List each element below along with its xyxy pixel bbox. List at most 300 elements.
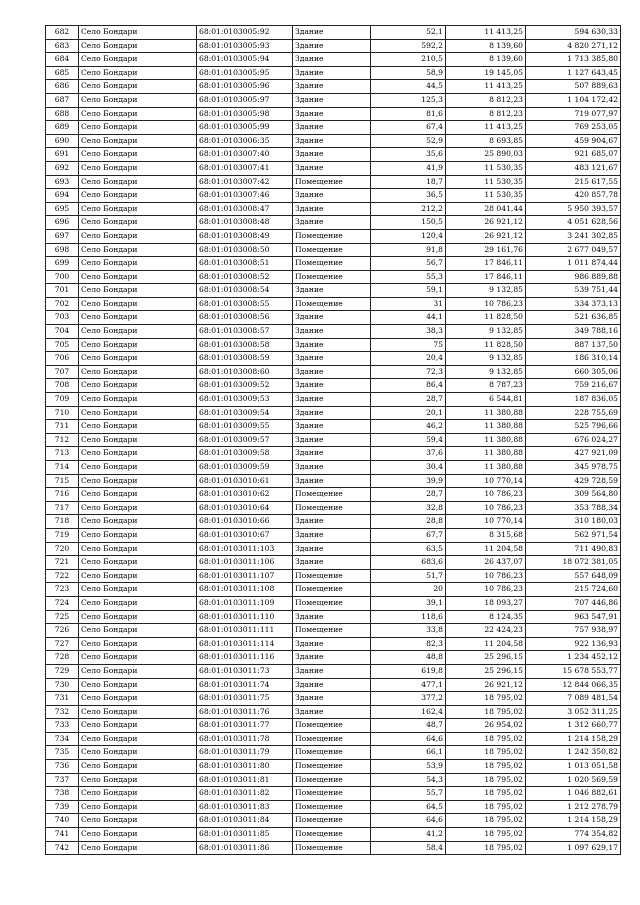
cadastral-value-cell: 2 677 049,57 [526,243,621,257]
area-cell: 38,3 [371,325,446,339]
locality-cell: Село Бондари [79,610,197,624]
table-row [46,216,621,230]
object-type-cell: Здание [293,528,371,542]
locality-cell: Село Бондари [79,175,197,189]
cadastral-value-cell: 427 921,09 [526,447,621,461]
cadastral-number-cell: 68:01:0103005:92 [197,26,293,40]
table-row [46,257,621,271]
unit-value-cell: 18 795,02 [446,773,526,787]
row-number-cell: 705 [46,338,79,352]
cadastral-value-cell: 1 097 629,17 [526,841,621,855]
area-cell: 75 [371,338,446,352]
area-cell: 67,7 [371,528,446,542]
cadastral-value-cell: 310 180,03 [526,515,621,529]
row-number-cell: 702 [46,297,79,311]
table-row [46,352,621,366]
object-type-cell: Помещение [293,501,371,515]
object-type-cell: Здание [293,420,371,434]
unit-value-cell: 11 204,58 [446,637,526,651]
unit-value-cell: 18 795,02 [446,800,526,814]
area-cell: 20,1 [371,406,446,420]
locality-cell: Село Бондари [79,841,197,855]
area-cell: 63,5 [371,542,446,556]
table-row [46,732,621,746]
row-number-cell: 688 [46,107,79,121]
object-type-cell: Здание [293,39,371,53]
area-cell: 20 [371,583,446,597]
unit-value-cell: 28 041,44 [446,202,526,216]
area-cell: 64,6 [371,814,446,828]
area-cell: 48,7 [371,719,446,733]
table-row [46,773,621,787]
object-type-cell: Здание [293,107,371,121]
locality-cell: Село Бондари [79,297,197,311]
cadastral-number-cell: 68:01:0103011:116 [197,651,293,665]
area-cell: 28,7 [371,488,446,502]
area-cell: 86,4 [371,379,446,393]
unit-value-cell: 11 530,35 [446,161,526,175]
unit-value-cell: 8 139,60 [446,39,526,53]
area-cell: 619,8 [371,664,446,678]
cadastral-number-cell: 68:01:0103011:80 [197,760,293,774]
locality-cell: Село Бондари [79,814,197,828]
table-row [46,447,621,461]
unit-value-cell: 25 296,15 [446,651,526,665]
table-row [46,325,621,339]
cadastral-value-cell: 887 137,50 [526,338,621,352]
object-type-cell: Помещение [293,583,371,597]
unit-value-cell: 26 954,02 [446,719,526,733]
row-number-cell: 741 [46,828,79,842]
area-cell: 44,1 [371,311,446,325]
object-type-cell: Здание [293,474,371,488]
row-number-cell: 691 [46,148,79,162]
cadastral-value-cell: 1 104 172,42 [526,93,621,107]
table-row [46,284,621,298]
row-number-cell: 711 [46,420,79,434]
cadastral-value-cell: 769 253,05 [526,121,621,135]
row-number-cell: 695 [46,202,79,216]
row-number-cell: 710 [46,406,79,420]
table-row [46,189,621,203]
area-cell: 53,9 [371,760,446,774]
row-number-cell: 738 [46,787,79,801]
cadastral-number-cell: 68:01:0103011:85 [197,828,293,842]
unit-value-cell: 9 132,85 [446,284,526,298]
cadastral-number-cell: 68:01:0103008:57 [197,325,293,339]
table-row [46,569,621,583]
unit-value-cell: 8 315,68 [446,528,526,542]
locality-cell: Село Бондари [79,257,197,271]
area-cell: 33,8 [371,624,446,638]
row-number-cell: 725 [46,610,79,624]
cadastral-value-cell: 353 788,34 [526,501,621,515]
locality-cell: Село Бондари [79,352,197,366]
row-number-cell: 731 [46,692,79,706]
table-row [46,406,621,420]
table-row [46,800,621,814]
cadastral-value-cell: 676 024,27 [526,433,621,447]
cadastral-number-cell: 68:01:0103011:110 [197,610,293,624]
locality-cell: Село Бондари [79,420,197,434]
unit-value-cell: 17 846,11 [446,257,526,271]
table-row [46,93,621,107]
cadastral-value-cell: 1 234 452,12 [526,651,621,665]
table-row [46,433,621,447]
unit-value-cell: 18 795,02 [446,814,526,828]
object-type-cell: Здание [293,121,371,135]
cadastral-value-cell: 215 617,55 [526,175,621,189]
unit-value-cell: 11 380,88 [446,420,526,434]
row-number-cell: 697 [46,229,79,243]
cadastral-number-cell: 68:01:0103011:84 [197,814,293,828]
row-number-cell: 714 [46,461,79,475]
area-cell: 210,5 [371,53,446,67]
row-number-cell: 736 [46,760,79,774]
object-type-cell: Здание [293,610,371,624]
table-row [46,420,621,434]
locality-cell: Село Бондари [79,556,197,570]
cadastral-value-cell: 334 373,13 [526,297,621,311]
table-row [46,148,621,162]
cadastral-number-cell: 68:01:0103007:42 [197,175,293,189]
object-type-cell: Помещение [293,569,371,583]
object-type-cell: Здание [293,352,371,366]
object-type-cell: Здание [293,66,371,80]
locality-cell: Село Бондари [79,134,197,148]
unit-value-cell: 22 424,23 [446,624,526,638]
unit-value-cell: 26 921,12 [446,216,526,230]
cadastral-number-cell: 68:01:0103011:81 [197,773,293,787]
locality-cell: Село Бондари [79,39,197,53]
area-cell: 30,4 [371,461,446,475]
locality-cell: Село Бондари [79,542,197,556]
table-row [46,583,621,597]
row-number-cell: 735 [46,746,79,760]
row-number-cell: 704 [46,325,79,339]
cadastral-value-cell: 4 820 271,12 [526,39,621,53]
cadastral-number-cell: 68:01:0103005:99 [197,121,293,135]
cadastral-number-cell: 68:01:0103005:93 [197,39,293,53]
area-cell: 51,7 [371,569,446,583]
cadastral-value-table [45,25,621,855]
locality-cell: Село Бондари [79,284,197,298]
row-number-cell: 686 [46,80,79,94]
row-number-cell: 696 [46,216,79,230]
table-row [46,474,621,488]
area-cell: 48,8 [371,651,446,665]
cadastral-value-cell: 711 490,83 [526,542,621,556]
row-number-cell: 739 [46,800,79,814]
table-row [46,393,621,407]
locality-cell: Село Бондари [79,189,197,203]
unit-value-cell: 26 921,12 [446,678,526,692]
cadastral-number-cell: 68:01:0103011:79 [197,746,293,760]
cadastral-value-cell: 187 836,05 [526,393,621,407]
locality-cell: Село Бондари [79,325,197,339]
table-row [46,26,621,40]
row-number-cell: 716 [46,488,79,502]
cadastral-number-cell: 68:01:0103010:66 [197,515,293,529]
row-number-cell: 689 [46,121,79,135]
row-number-cell: 715 [46,474,79,488]
area-cell: 58,4 [371,841,446,855]
cadastral-value-cell: 507 889,63 [526,80,621,94]
cadastral-value-cell: 349 788,16 [526,325,621,339]
table-row [46,338,621,352]
unit-value-cell: 10 770,14 [446,474,526,488]
locality-cell: Село Бондари [79,161,197,175]
row-number-cell: 687 [46,93,79,107]
area-cell: 32,8 [371,501,446,515]
cadastral-number-cell: 68:01:0103009:52 [197,379,293,393]
object-type-cell: Помещение [293,270,371,284]
cadastral-value-cell: 309 564,80 [526,488,621,502]
table-row [46,365,621,379]
cadastral-number-cell: 68:01:0103011:109 [197,596,293,610]
locality-cell: Село Бондари [79,692,197,706]
locality-cell: Село Бондари [79,202,197,216]
row-number-cell: 740 [46,814,79,828]
unit-value-cell: 10 770,14 [446,515,526,529]
cadastral-number-cell: 68:01:0103011:108 [197,583,293,597]
cadastral-number-cell: 68:01:0103008:55 [197,297,293,311]
table-row [46,814,621,828]
object-type-cell: Здание [293,678,371,692]
table-row [46,841,621,855]
locality-cell: Село Бондари [79,651,197,665]
table-row [46,175,621,189]
cadastral-number-cell: 68:01:0103009:59 [197,461,293,475]
row-number-cell: 717 [46,501,79,515]
object-type-cell: Помещение [293,719,371,733]
row-number-cell: 703 [46,311,79,325]
area-cell: 150,5 [371,216,446,230]
row-number-cell: 734 [46,732,79,746]
area-cell: 35,6 [371,148,446,162]
unit-value-cell: 18 795,02 [446,828,526,842]
cadastral-number-cell: 68:01:0103005:95 [197,66,293,80]
unit-value-cell: 6 544,81 [446,393,526,407]
cadastral-value-cell: 15 678 553,77 [526,664,621,678]
row-number-cell: 690 [46,134,79,148]
table-row [46,556,621,570]
object-type-cell: Здание [293,692,371,706]
cadastral-value-cell: 1 214 158,29 [526,732,621,746]
locality-cell: Село Бондари [79,678,197,692]
area-cell: 120,4 [371,229,446,243]
area-cell: 64,6 [371,732,446,746]
locality-cell: Село Бондари [79,515,197,529]
locality-cell: Село Бондари [79,624,197,638]
locality-cell: Село Бондари [79,433,197,447]
row-number-cell: 732 [46,705,79,719]
cadastral-number-cell: 68:01:0103011:77 [197,719,293,733]
locality-cell: Село Бондари [79,488,197,502]
area-cell: 377,2 [371,692,446,706]
cadastral-number-cell: 68:01:0103008:58 [197,338,293,352]
cadastral-number-cell: 68:01:0103005:98 [197,107,293,121]
object-type-cell: Здание [293,393,371,407]
table-row [46,787,621,801]
locality-cell: Село Бондари [79,66,197,80]
cadastral-number-cell: 68:01:0103008:51 [197,257,293,271]
unit-value-cell: 17 846,11 [446,270,526,284]
cadastral-number-cell: 68:01:0103008:56 [197,311,293,325]
table-row [46,501,621,515]
area-cell: 31 [371,297,446,311]
locality-cell: Село Бондари [79,406,197,420]
locality-cell: Село Бондари [79,393,197,407]
unit-value-cell: 18 795,02 [446,746,526,760]
cadastral-value-cell: 483 121,67 [526,161,621,175]
table-row [46,134,621,148]
cadastral-value-cell: 1 312 660,77 [526,719,621,733]
cadastral-number-cell: 68:01:0103011:111 [197,624,293,638]
cadastral-value-cell: 594 630,33 [526,26,621,40]
locality-cell: Село Бондари [79,53,197,67]
table-row [46,121,621,135]
cadastral-number-cell: 68:01:0103009:58 [197,447,293,461]
table-row [46,270,621,284]
row-number-cell: 701 [46,284,79,298]
table-row [46,664,621,678]
object-type-cell: Помещение [293,760,371,774]
table-row [46,311,621,325]
area-cell: 44,5 [371,80,446,94]
row-number-cell: 724 [46,596,79,610]
area-cell: 91,8 [371,243,446,257]
unit-value-cell: 8 139,60 [446,53,526,67]
cadastral-number-cell: 68:01:0103008:50 [197,243,293,257]
area-cell: 28,7 [371,393,446,407]
object-type-cell: Помещение [293,488,371,502]
object-type-cell: Здание [293,93,371,107]
table-row [46,692,621,706]
unit-value-cell: 29 161,76 [446,243,526,257]
object-type-cell: Помещение [293,229,371,243]
object-type-cell: Здание [293,26,371,40]
unit-value-cell: 11 380,88 [446,433,526,447]
object-type-cell: Помещение [293,814,371,828]
table-row [46,596,621,610]
cadastral-value-cell: 4 051 628,56 [526,216,621,230]
locality-cell: Село Бондари [79,501,197,515]
area-cell: 55,3 [371,270,446,284]
cadastral-number-cell: 68:01:0103008:54 [197,284,293,298]
area-cell: 81,6 [371,107,446,121]
row-number-cell: 699 [46,257,79,271]
area-cell: 477,1 [371,678,446,692]
unit-value-cell: 11 413,25 [446,121,526,135]
unit-value-cell: 11 828,50 [446,311,526,325]
row-number-cell: 709 [46,393,79,407]
unit-value-cell: 18 795,02 [446,760,526,774]
locality-cell: Село Бондари [79,583,197,597]
cadastral-number-cell: 68:01:0103011:83 [197,800,293,814]
object-type-cell: Здание [293,325,371,339]
row-number-cell: 685 [46,66,79,80]
locality-cell: Село Бондари [79,637,197,651]
unit-value-cell: 10 786,23 [446,583,526,597]
cadastral-number-cell: 68:01:0103009:54 [197,406,293,420]
object-type-cell: Помещение [293,732,371,746]
cadastral-number-cell: 68:01:0103008:47 [197,202,293,216]
object-type-cell: Здание [293,53,371,67]
object-type-cell: Помещение [293,746,371,760]
locality-cell: Село Бондари [79,447,197,461]
row-number-cell: 726 [46,624,79,638]
cadastral-value-cell: 1 214 158,29 [526,814,621,828]
cadastral-value-cell: 1 020 569,59 [526,773,621,787]
cadastral-value-cell: 922 136,93 [526,637,621,651]
area-cell: 54,3 [371,773,446,787]
object-type-cell: Помещение [293,773,371,787]
table-row [46,461,621,475]
area-cell: 28,8 [371,515,446,529]
unit-value-cell: 26 921,12 [446,229,526,243]
object-type-cell: Здание [293,406,371,420]
cadastral-value-cell: 345 978,75 [526,461,621,475]
cadastral-value-cell: 774 354,82 [526,828,621,842]
object-type-cell: Здание [293,338,371,352]
unit-value-cell: 9 132,85 [446,352,526,366]
area-cell: 55,7 [371,787,446,801]
area-cell: 56,7 [371,257,446,271]
area-cell: 59,4 [371,433,446,447]
table-row [46,53,621,67]
cadastral-value-cell: 3 241 302,85 [526,229,621,243]
unit-value-cell: 10 786,23 [446,297,526,311]
cadastral-value-cell: 963 547,91 [526,610,621,624]
unit-value-cell: 18 795,02 [446,705,526,719]
cadastral-number-cell: 68:01:0103011:114 [197,637,293,651]
cadastral-value-cell: 1 127 643,45 [526,66,621,80]
cadastral-value-cell: 757 938,97 [526,624,621,638]
unit-value-cell: 26 437,07 [446,556,526,570]
area-cell: 52,9 [371,134,446,148]
locality-cell: Село Бондари [79,148,197,162]
cadastral-number-cell: 68:01:0103006:35 [197,134,293,148]
unit-value-cell: 8 787,23 [446,379,526,393]
unit-value-cell: 11 380,88 [446,447,526,461]
row-number-cell: 720 [46,542,79,556]
cadastral-value-cell: 5 950 393,57 [526,202,621,216]
cadastral-number-cell: 68:01:0103008:60 [197,365,293,379]
cadastral-number-cell: 68:01:0103011:82 [197,787,293,801]
row-number-cell: 682 [46,26,79,40]
cadastral-value-cell: 459 904,67 [526,134,621,148]
area-cell: 36,5 [371,189,446,203]
area-cell: 212,2 [371,202,446,216]
document-page [45,25,620,855]
cadastral-number-cell: 68:01:0103005:96 [197,80,293,94]
object-type-cell: Здание [293,80,371,94]
object-type-cell: Здание [293,284,371,298]
cadastral-value-cell: 1 713 385,80 [526,53,621,67]
locality-cell: Село Бондари [79,365,197,379]
cadastral-value-cell: 539 751,44 [526,284,621,298]
unit-value-cell: 18 093,27 [446,596,526,610]
cadastral-number-cell: 68:01:0103009:57 [197,433,293,447]
cadastral-value-cell: 3 052 311,25 [526,705,621,719]
cadastral-value-cell: 1 212 278,79 [526,800,621,814]
unit-value-cell: 10 786,23 [446,488,526,502]
unit-value-cell: 8 124,35 [446,610,526,624]
locality-cell: Село Бондари [79,243,197,257]
cadastral-number-cell: 68:01:0103011:106 [197,556,293,570]
unit-value-cell: 25 296,15 [446,664,526,678]
